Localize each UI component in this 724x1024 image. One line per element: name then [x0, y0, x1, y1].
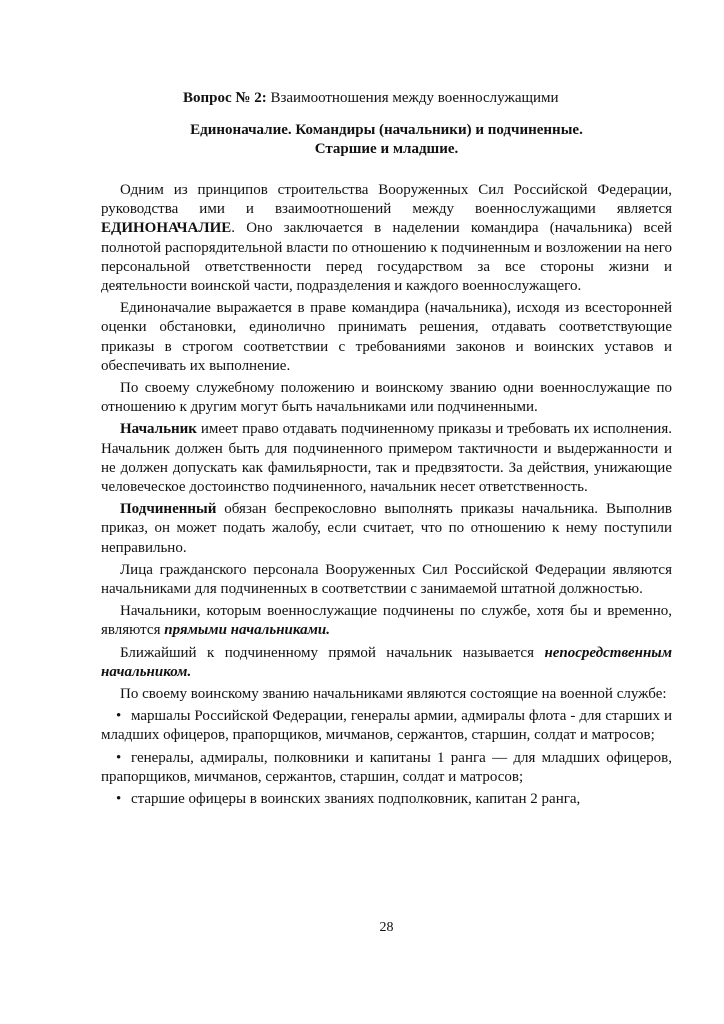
paragraph-9: По своему воинскому званию начальниками являются состоящие на военной службе: — [120, 686, 667, 703]
bullet-icon: • — [116, 791, 122, 808]
bullet-item-1 — [101, 707, 672, 745]
paragraph-3: По своему служебному положению и воинскому званию одни военнослужащие по отношению к другим могут быть начальниками или подчиненными. — [101, 380, 672, 416]
p8-emphasis: непосредственным начальником — [101, 644, 672, 680]
p5-text: обязан беспрекословно выполнять приказы начальника. Выполнив приказ, он может подать жалобу, если считает, что по отношению к нему поступили неправильно. — [101, 501, 672, 556]
p4-text: имеет право отдавать подчиненному приказы и требовать их исполнения. Начальник должен быть для подчиненного примером тактичности и выдержанности и не должен допускать как фамильярности, так и предвзятости. За действия, унижающие человеческое достоинство подчиненного, начальник несет ответственность. — [101, 421, 672, 496]
paragraph-6: Лица гражданского персонала Вооруженных Сил Российской Федерации являются начальниками для подчиненных в соответствии с занимаемой штатной должностью. — [101, 561, 672, 598]
p1-bold-term: ЕДИНОНАЧАЛИЕ — [101, 220, 232, 237]
paragraph-2: Единоначалие выражается в праве командира (начальника), исходя из всесторонней оценки обстановки, единолично принимать решения, отдавать соответствующие приказы в строгом соответствии с требованиями законов и воинских уставов и обеспечивать их выполнение. — [101, 300, 672, 374]
bullet-text-3: старшие офицеры в воинских званиях подполковник, капитан 2 ранга, — [131, 791, 581, 808]
paragraph-5 — [101, 500, 672, 558]
question-title — [183, 89, 643, 107]
section-heading — [101, 121, 672, 159]
question-label: Вопрос № 2: — [183, 90, 267, 106]
p5-bold-term: Подчиненный — [120, 501, 217, 518]
bullet-item-2 — [101, 749, 672, 787]
p4-bold-term: Начальник — [120, 421, 197, 438]
p7-text: Начальники, которым военнослужащие подчинены по службе, хотя бы и временно, являются — [101, 603, 672, 639]
p1-text-after: . Оно заключается в наделении командира (начальника) всей полнотой распорядительной власти по отношению к подчиненным и возложении на него персональной ответственности перед государством за все стороны жизни и деятельности воинской части, подразделения и каждого военнослужащего. — [101, 220, 672, 295]
document-page — [101, 0, 672, 1024]
page-number: 28 — [379, 920, 394, 935]
bullet-item-3 — [101, 790, 672, 809]
p8-period: . — [187, 663, 192, 680]
p7-emphasis: прямыми начальниками — [164, 622, 327, 639]
p8-text: Ближайший к подчиненному прямой начальник называется — [120, 644, 545, 661]
heading-line-1: Единоначалие. Командиры (начальники) и подчиненные. — [190, 122, 583, 138]
body-text — [101, 181, 672, 812]
paragraph-4 — [101, 420, 672, 497]
p7-period: . — [326, 622, 330, 639]
bullet-icon: • — [116, 708, 122, 725]
paragraph-1 — [101, 181, 672, 296]
p1-text-before: Одним из принципов строительства Вооруженных Сил Российской Федерации, руководства ими и взаимоотношений между военнослужащими является — [101, 182, 672, 218]
bullet-text-1: маршалы Российской Федерации, генералы армии, адмиралы флота - для старших и младших офицеров, прапорщиков, мичманов, сержантов, старшин, солдат и матросов; — [101, 708, 672, 744]
bullet-text-2: генералы, адмиралы, полковники и капитаны 1 ранга — для младших офицеров, прапорщиков, мичманов, сержантов, старшин, солдат и матросов; — [101, 749, 672, 785]
question-text: Взаимоотношения между военнослужащими — [266, 90, 559, 106]
paragraph-7 — [101, 602, 672, 640]
paragraph-8 — [101, 644, 672, 682]
bullet-icon: • — [116, 749, 122, 766]
heading-line-2: Старшие и младшие. — [314, 141, 459, 157]
